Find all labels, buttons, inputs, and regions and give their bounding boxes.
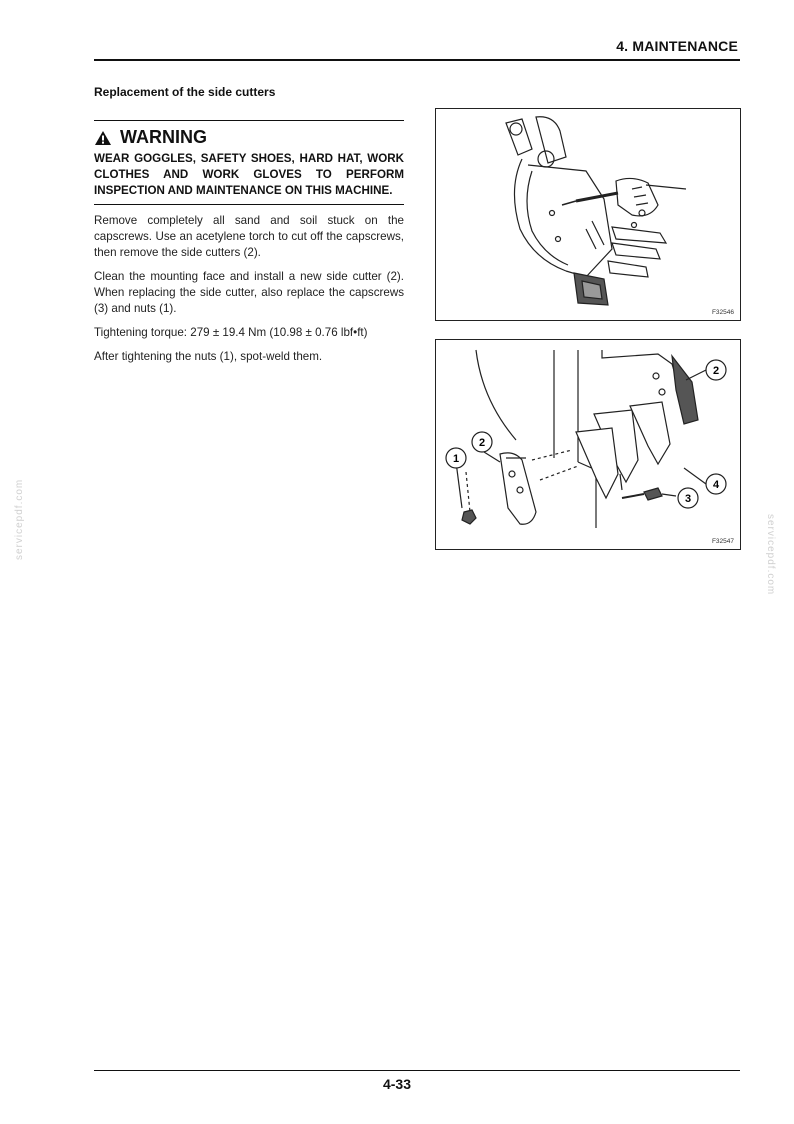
warning-top-rule <box>94 120 404 121</box>
callout-2-right: 2 <box>712 365 720 377</box>
header-divider <box>94 59 740 61</box>
watermark-left: servicepdf.com <box>14 478 25 560</box>
warning-text: WEAR GOGGLES, SAFETY SHOES, HARD HAT, WORK CLOTHES AND WORK GLOVES TO PERFORM INSPECTION AND MAINTENANCE ON THIS MACHINE. <box>94 152 404 197</box>
chapter-title: 4. MAINTENANCE <box>616 38 738 54</box>
figure-code: F32547 <box>711 538 734 545</box>
figure-side-cutter-exploded <box>435 339 741 550</box>
text-column <box>94 120 404 365</box>
figure-bucket-torch <box>435 108 741 321</box>
callout-4: 4 <box>712 479 720 491</box>
page-number: 4-33 <box>382 1076 412 1092</box>
warning-triangle-icon <box>94 130 112 146</box>
warning-heading <box>94 127 404 148</box>
warning-bottom-rule <box>94 204 404 205</box>
callout-3: 3 <box>684 493 692 505</box>
paragraph-weld: After tightening the nuts (1), spot-weld them. <box>94 350 323 363</box>
figure-code: F32546 <box>711 309 734 316</box>
watermark-right: servicepdf.com <box>765 514 776 596</box>
paragraph-torque: Tightening torque: 279 ± 19.4 Nm (10.98 ± 0.76 lbf•ft) <box>94 326 368 339</box>
callout-1: 1 <box>452 453 460 465</box>
side-cutter-exploded-illustration <box>436 340 740 549</box>
footer-divider <box>94 1070 740 1071</box>
paragraph-install: Clean the mounting face and install a new side cutter (2). When replacing the side cutter, also replace the capscrews (3) and nuts (1). <box>94 270 404 315</box>
section-title: Replacement of the side cutters <box>94 85 276 99</box>
warning-title: WARNING <box>120 127 207 147</box>
bucket-torch-illustration <box>436 109 740 320</box>
callout-2-left: 2 <box>478 437 486 449</box>
paragraph-remove: Remove completely all sand and soil stuck on the capscrews. Use an acetylene torch to cut off the capscrews, then remove the side cutters (2). <box>94 214 404 259</box>
